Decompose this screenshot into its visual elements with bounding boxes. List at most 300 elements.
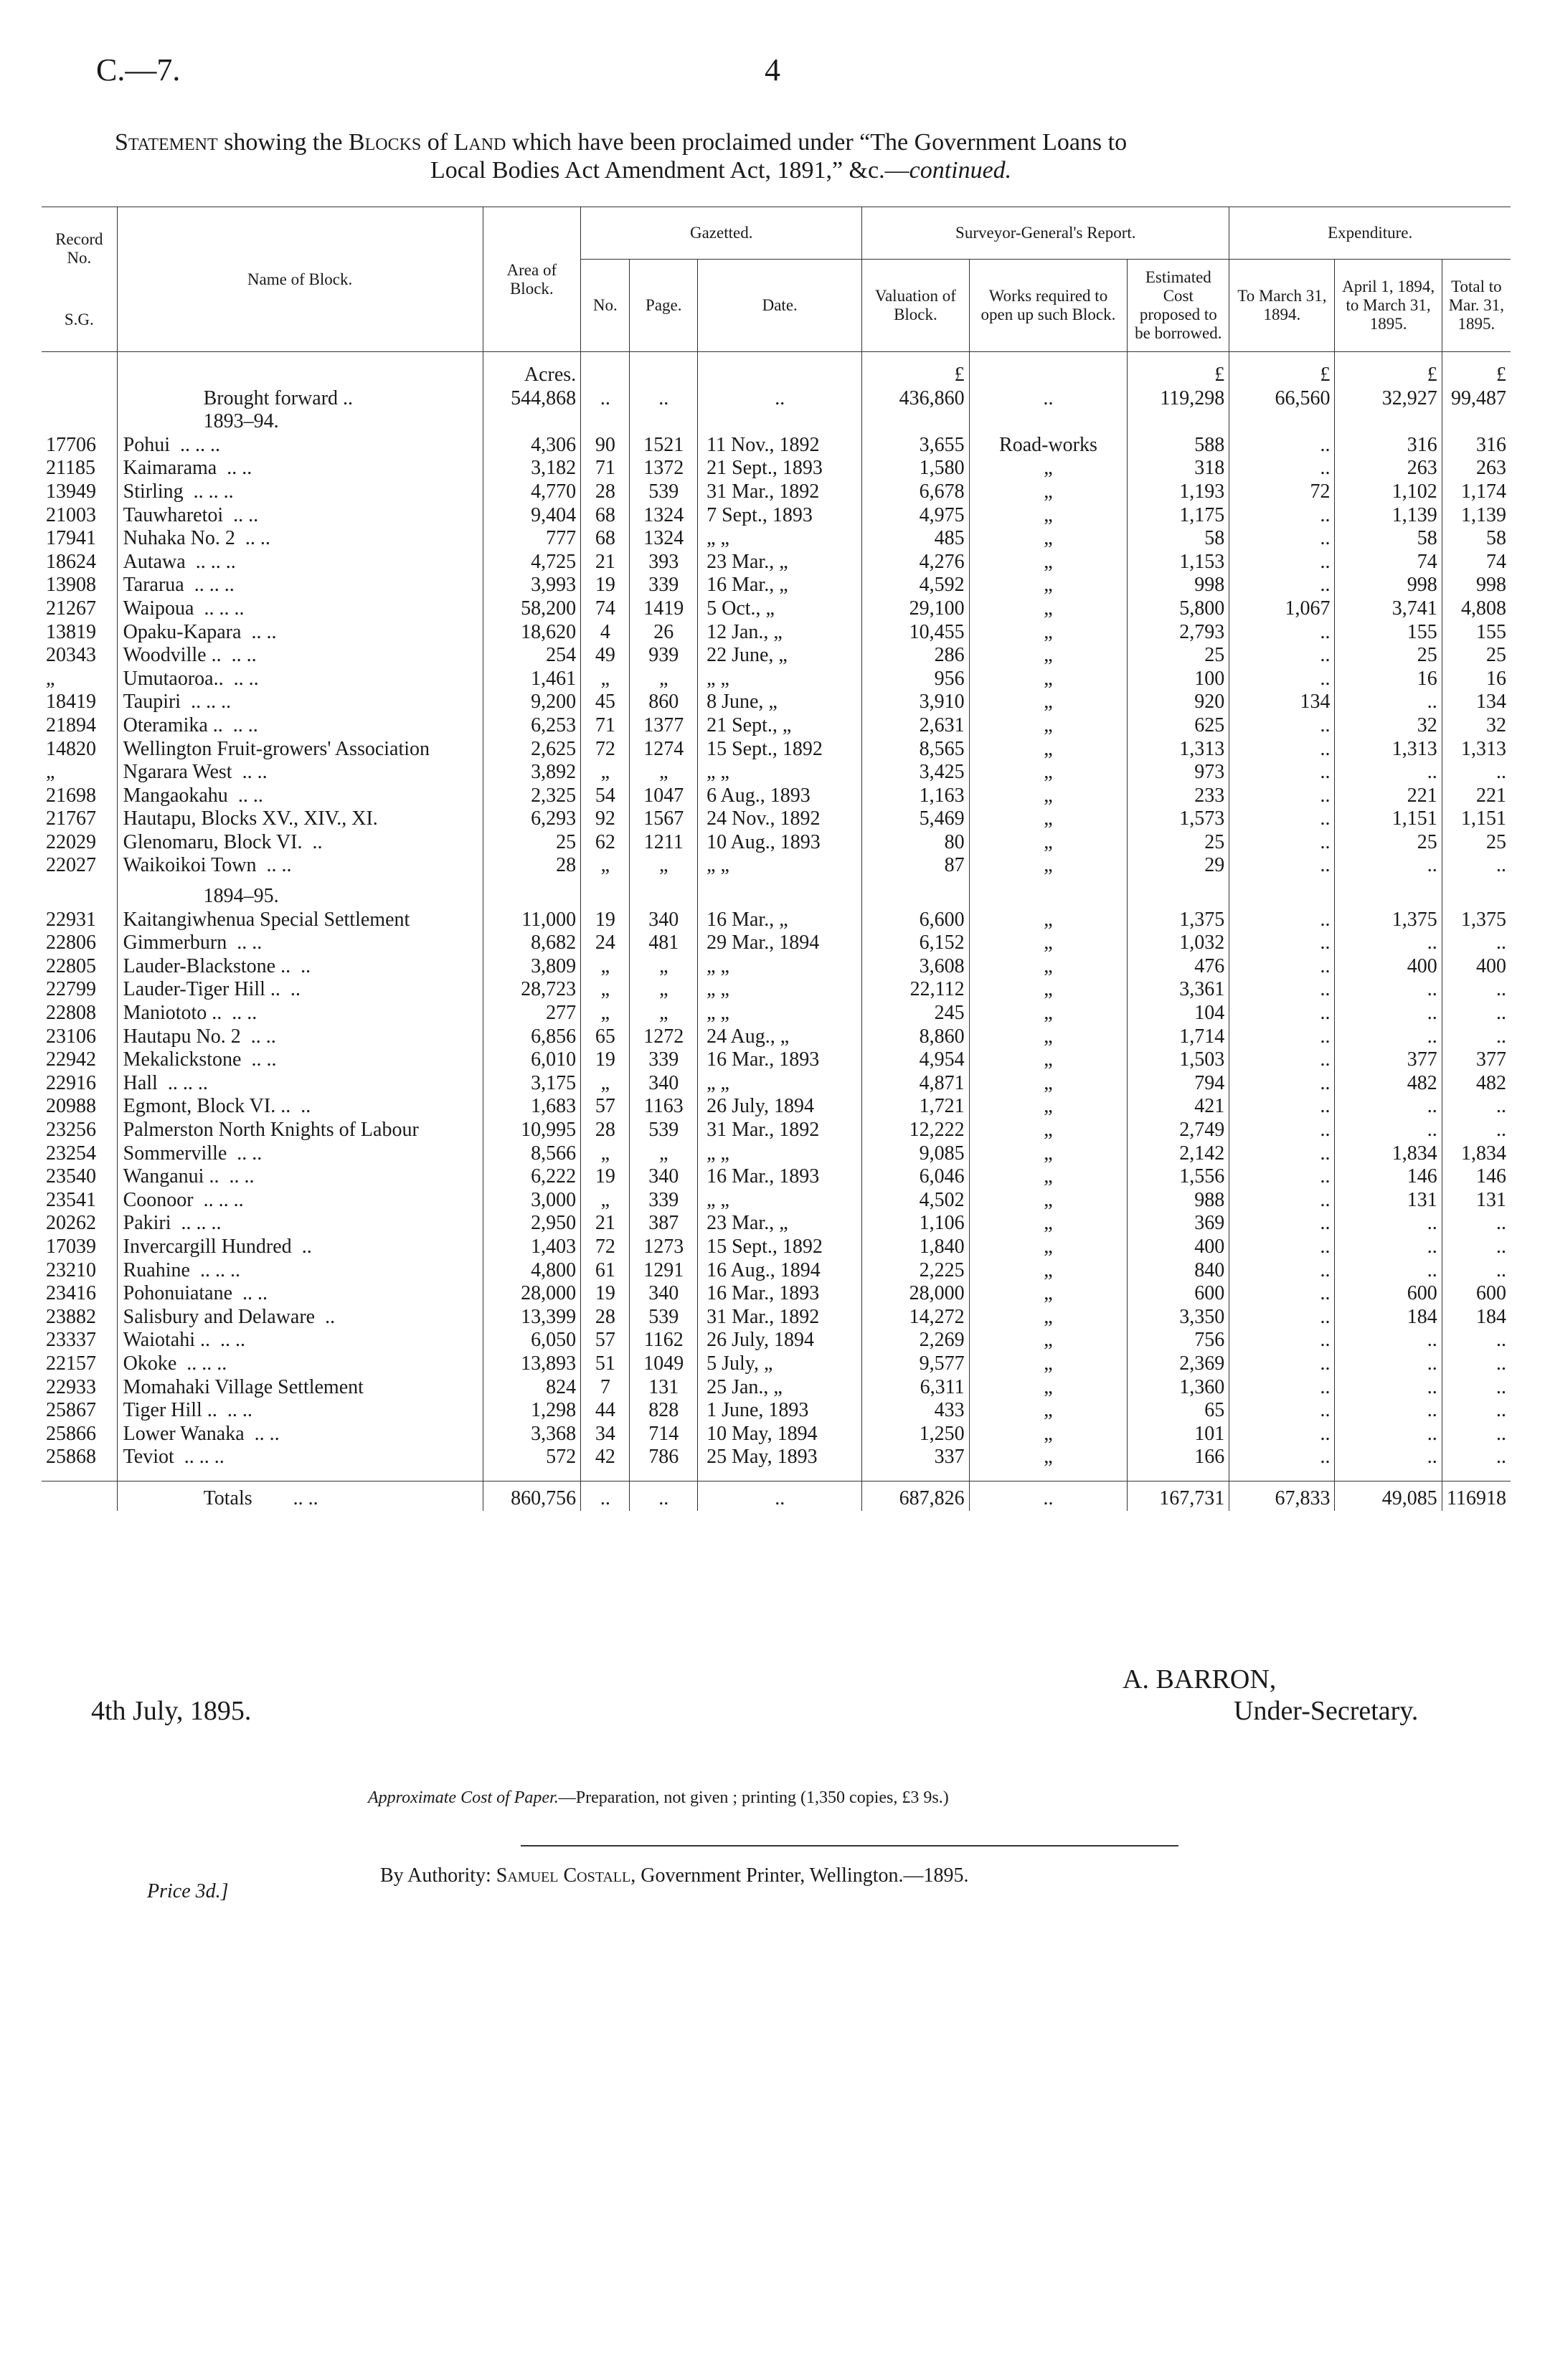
- gazette-page: 340: [630, 1072, 698, 1096]
- gazette-date: 31 Mar., 1892: [698, 1119, 862, 1142]
- gazette-no: 19: [581, 1282, 630, 1306]
- record-no: 13819: [46, 620, 96, 643]
- record-no: 25866: [46, 1422, 96, 1445]
- estimated-cost: 25: [1128, 831, 1229, 855]
- valuation: 6,152: [862, 931, 969, 955]
- gazette-no: 7: [581, 1376, 630, 1400]
- cost-details: —Preparation, not given ; printing (1,350 copies, £3 9s.): [558, 1788, 949, 1807]
- valuation: 4,502: [862, 1189, 969, 1213]
- gazette-no: 90: [581, 434, 630, 457]
- area: 6,050: [483, 1329, 581, 1352]
- block-name-cell: [117, 955, 483, 979]
- leader-dots: [419, 1119, 429, 1141]
- expenditure-april: ..: [1335, 1119, 1442, 1142]
- valuation: 6,311: [862, 1376, 969, 1400]
- expenditure-to-march: ..: [1229, 1142, 1335, 1166]
- gazette-no: „: [581, 1002, 630, 1025]
- expenditure-total: 146: [1442, 1165, 1511, 1189]
- area: 1,461: [483, 668, 581, 691]
- valuation: 6,678: [862, 480, 969, 504]
- expenditure-april: ..: [1335, 1212, 1442, 1236]
- leader-dots: .. ..: [242, 1282, 268, 1305]
- gazette-date: 6 Aug., 1893: [698, 784, 862, 808]
- leader-dots: .. ..: [227, 1399, 252, 1422]
- table-row: [42, 714, 1511, 738]
- estimated-cost: 318: [1128, 457, 1229, 480]
- authority-line: [380, 1864, 969, 1887]
- area: 3,892: [483, 761, 581, 784]
- works-required: „: [969, 1119, 1128, 1142]
- gazette-no: 57: [581, 1095, 630, 1119]
- table-row: [42, 1352, 1511, 1376]
- expenditure-april: 155: [1335, 621, 1442, 645]
- area: 2,950: [483, 1212, 581, 1236]
- block-name-cell: [117, 931, 483, 955]
- block-name-cell: [117, 1306, 483, 1329]
- works-required: „: [969, 621, 1128, 645]
- expenditure-april: 25: [1335, 644, 1442, 668]
- estimated-cost: 100: [1128, 668, 1229, 691]
- expenditure-april: ..: [1335, 1376, 1442, 1400]
- gazette-date: 12 Jan., „: [698, 621, 862, 645]
- works-required: „: [969, 691, 1128, 714]
- block-name: Stirling: [123, 480, 184, 503]
- gazette-date: 24 Nov., 1892: [698, 807, 862, 831]
- expenditure-to-march: ..: [1229, 807, 1335, 831]
- gazette-date: 25 May, 1893: [698, 1446, 862, 1469]
- works-required: „: [969, 527, 1128, 551]
- block-name-cell: [117, 574, 483, 597]
- works-required: „: [969, 761, 1128, 784]
- expenditure-april: 1,834: [1335, 1142, 1442, 1166]
- valuation: 4,975: [862, 504, 969, 528]
- block-name-cell: [117, 1189, 483, 1213]
- record-no: 21894: [46, 713, 96, 736]
- estimated-cost: 476: [1128, 955, 1229, 979]
- gazette-date: 8 June, „: [698, 691, 862, 714]
- gazette-date: „ „: [698, 1072, 862, 1096]
- works-required: „: [969, 854, 1128, 878]
- expenditure-total: ..: [1442, 1423, 1511, 1446]
- expenditure-april: 3,741: [1335, 597, 1442, 621]
- valuation: 22,112: [862, 978, 969, 1002]
- block-name-cell: [117, 1236, 483, 1259]
- col-name: Name of Block.: [117, 207, 483, 352]
- works-required: „: [969, 1352, 1128, 1376]
- table-row: [42, 1446, 1511, 1469]
- expenditure-to-march: ..: [1229, 761, 1335, 784]
- leader-dots: .. ..: [250, 1025, 276, 1048]
- record-no: 21698: [46, 784, 96, 807]
- works-required: „: [969, 807, 1128, 831]
- record-no: „: [46, 667, 55, 690]
- gazette-page: „: [630, 955, 698, 979]
- expenditure-april: 58: [1335, 527, 1442, 551]
- gazette-page: 1047: [630, 784, 698, 808]
- valuation: 4,276: [862, 551, 969, 574]
- gazette-no: 72: [581, 738, 630, 762]
- table-row: [42, 1142, 1511, 1166]
- block-name-cell: [117, 1212, 483, 1236]
- estimated-cost: 2,142: [1128, 1142, 1229, 1166]
- block-name: Tiger Hill ..: [123, 1399, 217, 1422]
- table-row: [42, 668, 1511, 691]
- block-name-cell: [117, 738, 483, 762]
- table-row: [42, 480, 1511, 504]
- table-row: [42, 1236, 1511, 1259]
- leader-dots: [378, 807, 388, 830]
- gazette-page: 1291: [630, 1259, 698, 1283]
- valuation: 1,580: [862, 457, 969, 480]
- estimated-cost: 1,360: [1128, 1376, 1229, 1400]
- table-row: [42, 1025, 1511, 1049]
- expenditure-to-march: ..: [1229, 909, 1335, 932]
- leader-dots: .. .. ..: [199, 1258, 240, 1281]
- expenditure-april: ..: [1335, 1259, 1442, 1283]
- works-required: „: [969, 668, 1128, 691]
- block-name: Sommerville: [123, 1142, 227, 1165]
- block-name: Coonoor: [123, 1188, 194, 1211]
- works-required: „: [969, 1095, 1128, 1119]
- block-name-cell: [117, 978, 483, 1002]
- block-name-cell: [117, 1282, 483, 1306]
- estimated-cost: 400: [1128, 1236, 1229, 1259]
- gazette-no: 71: [581, 457, 630, 480]
- expenditure-april: ..: [1335, 1095, 1442, 1119]
- gazette-page: „: [630, 668, 698, 691]
- expenditure-to-march: ..: [1229, 644, 1335, 668]
- expenditure-total: 58: [1442, 527, 1511, 551]
- table-row: [42, 1095, 1511, 1119]
- block-name: Invercargill Hundred: [123, 1235, 292, 1258]
- area: 4,725: [483, 551, 581, 574]
- gazette-no: 54: [581, 784, 630, 808]
- record-no: 22916: [46, 1071, 96, 1094]
- leader-dots: [410, 909, 420, 931]
- works-required: „: [969, 909, 1128, 932]
- area: 6,293: [483, 807, 581, 831]
- totals-area: 860,756: [483, 1481, 581, 1510]
- bf-page: ..: [630, 387, 698, 411]
- expenditure-to-march: 1,067: [1229, 597, 1335, 621]
- estimated-cost: 421: [1128, 1095, 1229, 1119]
- block-name: Palmerston North Knights of Labour: [123, 1119, 419, 1141]
- gazette-no: 61: [581, 1259, 630, 1283]
- expenditure-to-march: ..: [1229, 504, 1335, 528]
- gazette-page: 339: [630, 1048, 698, 1072]
- gazette-no: 21: [581, 1212, 630, 1236]
- block-name-cell: [117, 1119, 483, 1142]
- expenditure-to-march: ..: [1229, 738, 1335, 762]
- gazette-date: 21 Sept., 1893: [698, 457, 862, 480]
- expenditure-total: 155: [1442, 621, 1511, 645]
- record-no: 13908: [46, 574, 96, 597]
- record-no: 18419: [46, 691, 96, 713]
- expenditure-april: 600: [1335, 1282, 1442, 1306]
- gazette-no: 72: [581, 1236, 630, 1259]
- record-no: 25868: [46, 1446, 96, 1469]
- block-name-cell: [117, 1446, 483, 1469]
- works-required: „: [969, 1399, 1128, 1423]
- estimated-cost: 101: [1128, 1423, 1229, 1446]
- works-required: „: [969, 1306, 1128, 1329]
- table-row: [42, 621, 1511, 645]
- expenditure-april: 221: [1335, 784, 1442, 808]
- works-required: „: [969, 1002, 1128, 1025]
- gazette-date: 15 Sept., 1892: [698, 738, 862, 762]
- expenditure-april: ..: [1335, 761, 1442, 784]
- leader-dots: .. .. ..: [204, 597, 245, 620]
- table-row: [42, 504, 1511, 528]
- estimated-cost: 3,361: [1128, 978, 1229, 1002]
- record-no: 18624: [46, 550, 96, 573]
- valuation: 245: [862, 1002, 969, 1025]
- area: 28: [483, 854, 581, 878]
- valuation: 29,100: [862, 597, 969, 621]
- table-row: [42, 1282, 1511, 1306]
- unit-pound-valuation: £: [862, 364, 969, 387]
- gazette-page: 340: [630, 1165, 698, 1189]
- leader-dots: [430, 738, 440, 760]
- expenditure-to-march: ..: [1229, 1282, 1335, 1306]
- block-name: Mangaokahu: [123, 784, 228, 807]
- valuation: 3,910: [862, 691, 969, 714]
- works-required: „: [969, 644, 1128, 668]
- works-required: „: [969, 1282, 1128, 1306]
- block-name: Glenomaru, Block VI.: [123, 830, 303, 853]
- authority-prefix: By Authority:: [380, 1864, 496, 1887]
- table-row: [42, 457, 1511, 480]
- works-required: „: [969, 1376, 1128, 1400]
- record-no: 23210: [46, 1258, 96, 1281]
- gazette-no: 49: [581, 644, 630, 668]
- expenditure-total: 134: [1442, 691, 1511, 714]
- works-required: „: [969, 1329, 1128, 1352]
- estimated-cost: 29: [1128, 854, 1229, 878]
- gazette-no: „: [581, 1142, 630, 1166]
- estimated-cost: 1,375: [1128, 909, 1229, 932]
- expenditure-total: 998: [1442, 574, 1511, 597]
- valuation: 2,225: [862, 1259, 969, 1283]
- expenditure-to-march: ..: [1229, 931, 1335, 955]
- brought-forward-dots: ..: [343, 387, 354, 409]
- gazette-page: 1274: [630, 738, 698, 762]
- valuation: 1,163: [862, 784, 969, 808]
- works-required: „: [969, 504, 1128, 528]
- cost-of-paper-note: [368, 1788, 949, 1808]
- record-no: 23540: [46, 1165, 96, 1188]
- section-1894-row: [42, 878, 1511, 909]
- area: 254: [483, 644, 581, 668]
- col-record-no: [42, 207, 117, 352]
- expenditure-total: 400: [1442, 955, 1511, 979]
- block-name: Tauwharetoi: [123, 503, 224, 526]
- expenditure-total: ..: [1442, 1236, 1511, 1259]
- expenditure-to-march: ..: [1229, 1352, 1335, 1376]
- block-name-cell: [117, 1352, 483, 1376]
- expenditure-april: ..: [1335, 1423, 1442, 1446]
- title-word-land: Land: [453, 129, 506, 156]
- block-name: Wellington Fruit-growers' Association: [123, 737, 430, 760]
- expenditure-april: 998: [1335, 574, 1442, 597]
- works-required: „: [969, 1048, 1128, 1072]
- expenditure-to-march: 72: [1229, 480, 1335, 504]
- block-name-cell: [117, 1142, 483, 1166]
- expenditure-april: 377: [1335, 1048, 1442, 1072]
- area: 18,620: [483, 621, 581, 645]
- block-name: Pohui: [123, 433, 170, 456]
- gazette-date: 5 Oct., „: [698, 597, 862, 621]
- valuation: 433: [862, 1399, 969, 1423]
- valuation: 28,000: [862, 1282, 969, 1306]
- estimated-cost: 625: [1128, 714, 1229, 738]
- block-name: Maniototo ..: [123, 1002, 222, 1025]
- valuation: 80: [862, 831, 969, 855]
- area: 25: [483, 831, 581, 855]
- expenditure-april: 131: [1335, 1189, 1442, 1213]
- gazette-no: „: [581, 668, 630, 691]
- gazette-page: 1419: [630, 597, 698, 621]
- expenditure-to-march: ..: [1229, 1306, 1335, 1329]
- valuation: 8,565: [862, 738, 969, 762]
- estimated-cost: 58: [1128, 527, 1229, 551]
- expenditure-april: ..: [1335, 1025, 1442, 1049]
- document-reference: C.—7.: [96, 52, 181, 87]
- block-name-cell: [117, 784, 483, 808]
- block-name-cell: [117, 1259, 483, 1283]
- estimated-cost: 1,193: [1128, 480, 1229, 504]
- block-name: Ruahine: [123, 1258, 190, 1281]
- totals-row: [42, 1481, 1511, 1510]
- col-sg-report: Surveyor-General's Report.: [862, 207, 1229, 260]
- expenditure-april: 25: [1335, 831, 1442, 855]
- block-name: Hautapu No. 2: [123, 1025, 241, 1048]
- block-name: Momahaki Village Settlement: [123, 1375, 364, 1398]
- expenditure-total: 25: [1442, 644, 1511, 668]
- leader-dots: .. ..: [251, 1048, 277, 1071]
- area: 3,000: [483, 1189, 581, 1213]
- valuation: 10,455: [862, 621, 969, 645]
- leader-dots: .. ..: [237, 784, 263, 807]
- gazette-page: 1521: [630, 434, 698, 457]
- record-no: 17039: [46, 1235, 96, 1258]
- brought-forward-label: [117, 387, 483, 411]
- gazette-date: „ „: [698, 1002, 862, 1025]
- block-name: Umutaoroa..: [123, 667, 224, 690]
- totals-dots: .. ..: [293, 1487, 318, 1509]
- estimated-cost: 3,350: [1128, 1306, 1229, 1329]
- area: 8,682: [483, 931, 581, 955]
- area: 4,800: [483, 1259, 581, 1283]
- estimated-cost: 1,175: [1128, 504, 1229, 528]
- valuation: 87: [862, 854, 969, 878]
- works-required: „: [969, 1025, 1128, 1049]
- gazette-no: 45: [581, 691, 630, 714]
- gazette-page: 340: [630, 1282, 698, 1306]
- gazette-date: „ „: [698, 1189, 862, 1213]
- block-name: Taupiri: [123, 691, 181, 713]
- gazette-no: 28: [581, 480, 630, 504]
- estimated-cost: 1,153: [1128, 551, 1229, 574]
- valuation: 1,721: [862, 1095, 969, 1119]
- works-required: „: [969, 1189, 1128, 1213]
- area: 13,399: [483, 1306, 581, 1329]
- record-no: 23337: [46, 1329, 96, 1352]
- gazette-no: „: [581, 955, 630, 979]
- expenditure-to-march: ..: [1229, 1002, 1335, 1025]
- leader-dots: .. .. ..: [167, 1071, 208, 1094]
- area: 3,809: [483, 955, 581, 979]
- col-sg-label: S.G.: [64, 310, 94, 328]
- gazette-no: 62: [581, 831, 630, 855]
- works-required: „: [969, 574, 1128, 597]
- expenditure-april: 1,139: [1335, 504, 1442, 528]
- totals-to-march: 67,833: [1229, 1481, 1335, 1510]
- leader-dots: ..: [301, 1095, 311, 1118]
- table-row: [42, 597, 1511, 621]
- block-name-cell: [117, 551, 483, 574]
- col-gaz-no: No.: [581, 260, 630, 352]
- gazette-no: 65: [581, 1025, 630, 1049]
- gazette-page: 393: [630, 551, 698, 574]
- gazette-no: 24: [581, 931, 630, 955]
- unit-pound-april: £: [1335, 364, 1442, 387]
- gazette-no: 42: [581, 1446, 630, 1469]
- area: 3,993: [483, 574, 581, 597]
- expenditure-to-march: ..: [1229, 1025, 1335, 1049]
- expenditure-to-march: ..: [1229, 551, 1335, 574]
- record-no: 23106: [46, 1025, 96, 1048]
- gazette-date: 11 Nov., 1892: [698, 434, 862, 457]
- expenditure-to-march: 134: [1229, 691, 1335, 714]
- block-name: Salisbury and Delaware: [123, 1305, 316, 1328]
- block-name-cell: [117, 644, 483, 668]
- expenditure-to-march: ..: [1229, 714, 1335, 738]
- section-1893-label: 1893–94.: [117, 410, 483, 434]
- estimated-cost: 2,369: [1128, 1352, 1229, 1376]
- gazette-no: 19: [581, 1048, 630, 1072]
- expenditure-april: 400: [1335, 955, 1442, 979]
- valuation: 485: [862, 527, 969, 551]
- gazette-date: „ „: [698, 761, 862, 784]
- area: 824: [483, 1376, 581, 1400]
- leader-dots: .. ..: [232, 1002, 257, 1025]
- expenditure-to-march: ..: [1229, 1259, 1335, 1283]
- col-april: April 1, 1894, to March 31, 1895.: [1335, 260, 1442, 352]
- title-part-b: of: [421, 129, 454, 156]
- expenditure-april: 184: [1335, 1306, 1442, 1329]
- table-row: [42, 1119, 1511, 1142]
- expenditure-april: 146: [1335, 1165, 1442, 1189]
- expenditure-to-march: ..: [1229, 854, 1335, 878]
- table-row: [42, 761, 1511, 784]
- expenditure-total: 4,808: [1442, 597, 1511, 621]
- gazette-no: „: [581, 1072, 630, 1096]
- area: 1,298: [483, 1399, 581, 1423]
- gazette-page: 131: [630, 1376, 698, 1400]
- table-body: [42, 352, 1511, 1511]
- col-to-march: To March 31, 1894.: [1229, 260, 1335, 352]
- record-no: 20988: [46, 1095, 96, 1118]
- area: 4,770: [483, 480, 581, 504]
- expenditure-total: 600: [1442, 1282, 1511, 1306]
- expenditure-to-march: ..: [1229, 457, 1335, 480]
- leader-dots: .. ..: [254, 1422, 280, 1445]
- table-row: [42, 955, 1511, 979]
- block-name-cell: [117, 1399, 483, 1423]
- table-row: [42, 978, 1511, 1002]
- expenditure-april: 263: [1335, 457, 1442, 480]
